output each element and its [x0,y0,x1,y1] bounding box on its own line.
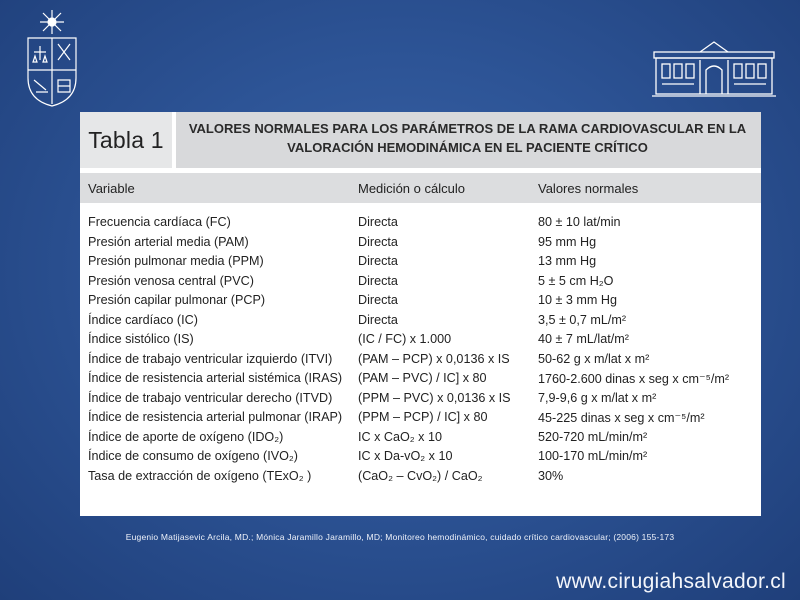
table-header [80,112,761,168]
cell-normal-value: 520-720 mL/min/m² [538,429,648,444]
cell-normal-value: 45-225 dinas x seg x cm⁻⁵/m² [538,411,705,425]
cell-normal-value: 7,9-9,6 g x m/lat x m² [538,390,657,405]
cell-measurement: Directa [358,254,398,268]
table-row [80,252,761,272]
table-number-label: Tabla 1 [80,112,172,168]
table-title-line-2: VALORACIÓN HEMODINÁMICA EN EL PACIENTE CRÍTICO [287,140,648,155]
table-row [80,311,761,331]
hospital-building-logo [652,40,776,98]
table-title [180,119,755,157]
cell-normal-value: 100-170 mL/min/m² [538,449,648,463]
cell-variable: Frecuencia cardíaca (FC) [88,215,231,229]
cell-measurement: Directa [358,312,398,327]
cell-normal-value: 13 mm Hg [538,254,597,268]
website-url: www.cirugiahsalvador.cl [556,570,786,593]
cell-measurement: (PPM – PCP) / IC] x 80 [358,410,488,424]
table-row [80,467,761,487]
cell-measurement: IC x CaO₂ x 10 [358,429,442,444]
cell-measurement: (PAM – PCP) x 0,0136 x IS [358,351,510,366]
cell-variable: Índice sistólico (IS) [88,332,194,346]
cell-measurement: (IC / FC) x 1.000 [358,332,452,346]
cell-variable: Presión venosa central (PVC) [88,273,254,288]
cell-measurement: (PAM – PVC) / IC] x 80 [358,371,487,385]
table-title-line-1: VALORES NORMALES PARA LOS PARÁMETROS DE LA RAMA CARDIOVASCULAR EN LA [188,121,747,136]
table-row [80,330,761,350]
table-body [80,213,761,486]
hemodynamic-values-table [80,112,761,516]
cell-variable: Índice de resistencia arterial pulmonar (IRAP) [88,410,343,424]
cell-variable: Tasa de extracción de oxígeno (TExO₂ ) [88,468,312,483]
header-separator [172,112,176,168]
table-row [80,291,761,311]
cell-normal-value: 1760-2.600 dinas x seg x cm⁻⁵/m² [538,372,730,386]
cell-normal-value: 95 mm Hg [538,234,597,249]
cell-normal-value: 10 ± 3 mm Hg [538,293,617,307]
cell-measurement: Directa [358,234,398,249]
cell-measurement: Directa [358,215,398,229]
cell-normal-value: 30% [538,468,564,483]
table-row [80,428,761,448]
table-row [80,350,761,370]
cell-variable: Índice cardíaco (IC) [88,312,198,327]
column-header-measurement: Medición o cálculo [358,181,465,196]
source-citation: Eugenio Matijasevic Arcila, MD.; Mónica Jaramillo Jaramillo, MD; Monitoreo hemodinámico, cuidado crítico cardiovascular; (2006) 155-173 [125,532,675,542]
cell-normal-value: 40 ± 7 mL/lat/m² [538,332,629,346]
cell-variable: Presión pulmonar media (PPM) [88,254,264,268]
column-header-normal-values: Valores normales [538,181,639,196]
table-row [80,272,761,292]
cell-measurement: Directa [358,293,398,307]
column-headers [80,173,761,203]
cell-variable: Índice de aporte de oxígeno (IDO₂) [88,429,284,444]
cell-variable: Presión arterial media (PAM) [88,234,249,249]
table-row [80,369,761,389]
table-row [80,389,761,409]
cell-measurement: Directa [358,273,398,288]
column-header-variable: Variable [88,181,135,196]
cell-measurement: (PPM – PVC) x 0,0136 x IS [358,390,511,405]
table-row [80,233,761,253]
cell-measurement: IC x Da-vO₂ x 10 [358,449,453,463]
cell-normal-value: 3,5 ± 0,7 mL/m² [538,312,627,327]
table-row [80,213,761,233]
cell-normal-value: 80 ± 10 lat/min [538,215,621,229]
table-row [80,408,761,428]
cell-normal-value: 5 ± 5 cm H₂O [538,273,614,288]
cell-measurement: (CaO₂ – CvO₂) / CaO₂ [358,468,483,483]
university-crest-logo [22,8,82,108]
cell-variable: Índice de trabajo ventricular derecho (ITVD) [88,390,333,405]
cell-variable: Índice de trabajo ventricular izquierdo (ITVI) [88,351,333,366]
cell-normal-value: 50-62 g x m/lat x m² [538,351,650,366]
cell-variable: Presión capilar pulmonar (PCP) [88,293,266,307]
cell-variable: Índice de resistencia arterial sistémica (IRAS) [88,371,343,385]
table-row [80,447,761,467]
cell-variable: Índice de consumo de oxígeno (IVO₂) [88,449,299,463]
